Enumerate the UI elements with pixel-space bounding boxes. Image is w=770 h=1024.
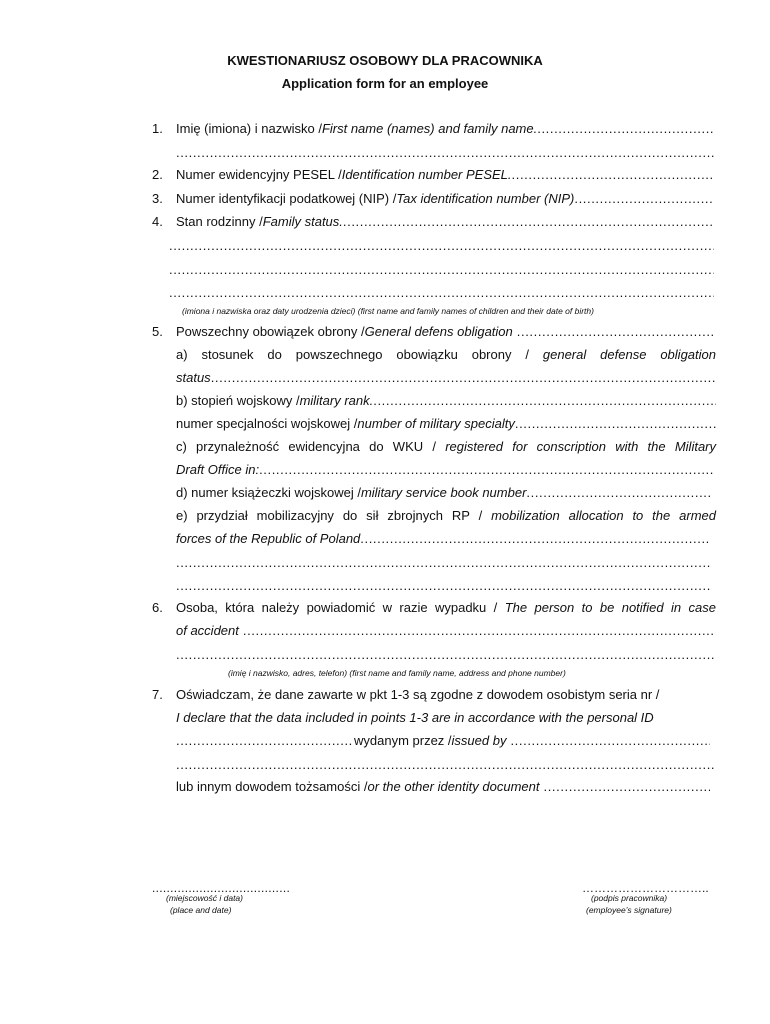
declaration-text-en: I declare that the data included in points 1-3 are in accordance with the personal ID xyxy=(176,710,654,725)
page-title: KWESTIONARIUSZ OSOBOWY DLA PRACOWNIKA xyxy=(227,53,543,68)
fill-line xyxy=(515,416,716,432)
fill-line xyxy=(510,733,710,749)
field-label-en: military service book number xyxy=(360,485,527,500)
fill-line[interactable] xyxy=(176,647,714,663)
fill-line xyxy=(517,324,714,340)
fill-line[interactable] xyxy=(176,145,714,161)
other-id-row[interactable] xyxy=(176,779,710,795)
military-rank-row[interactable] xyxy=(176,393,716,409)
field-label-pl: numer specjalności wojskowej / xyxy=(176,416,358,431)
emergency-contact-label: Osoba, która należy powiadomić w razie wypadku / The person to be notified in case xyxy=(176,600,717,615)
signature-label-pl: (podpis pracownika) xyxy=(591,893,668,903)
fill-line xyxy=(373,393,716,409)
field-label-en: forces of the Republic of Poland xyxy=(176,531,361,546)
wku-row[interactable] xyxy=(176,462,714,478)
fill-line xyxy=(526,485,710,501)
item-number: 3. xyxy=(152,191,163,206)
place-date-line[interactable]: ...................................... xyxy=(152,881,291,895)
field-label-en: Draft Office in: xyxy=(176,462,260,477)
fill-line xyxy=(512,167,714,183)
field-label-pl: Imię (imiona) i nazwisko / xyxy=(176,121,322,136)
fill-line[interactable] xyxy=(169,238,714,254)
wku-label: c) przynależność ewidencyjna do WKU / registered for conscription with the Military xyxy=(176,439,717,454)
fill-line xyxy=(343,214,714,230)
field-label-pl: Numer ewidencyjny PESEL / xyxy=(176,167,342,182)
nip-field-row[interactable] xyxy=(176,191,714,207)
place-date-label-pl: (miejscowość i data) xyxy=(166,893,243,903)
item-number: 5. xyxy=(152,324,163,339)
field-label-pl: Powszechny obowiązek obrony / xyxy=(176,324,365,339)
fill-line xyxy=(243,623,714,639)
declaration-text-pl: Oświadczam, że dane zawarte w pkt 1-3 są zgodne z dowodem osobistym seria nr / xyxy=(176,687,660,702)
pesel-field-row[interactable] xyxy=(176,167,714,183)
defense-obligation-row[interactable] xyxy=(176,324,714,340)
field-label-pl: d) numer książeczki wojskowej / xyxy=(176,485,361,500)
field-label-en: issued by xyxy=(451,733,507,748)
field-label-en: military rank. xyxy=(299,393,374,408)
id-issued-row[interactable] xyxy=(176,733,710,749)
field-label-en: Family status. xyxy=(262,214,343,229)
fill-line[interactable] xyxy=(169,262,714,278)
field-hint: (imiona i nazwiska oraz daty urodzenia dzieci) (first name and family names of children and their date of birth) xyxy=(182,306,594,316)
fill-line xyxy=(543,779,710,795)
field-label-en: First name (names) and family name. xyxy=(321,121,538,136)
page-subtitle: Application form for an employee xyxy=(281,76,489,91)
emergency-contact-row[interactable] xyxy=(176,623,714,639)
field-label-pl: wydanym przez / xyxy=(354,733,452,748)
place-date-label-en: (place and date) xyxy=(170,905,232,915)
field-label-en: number of military specialty xyxy=(357,416,515,431)
fill-line xyxy=(211,370,716,386)
field-label-pl: lub innym dowodem tożsamości / xyxy=(176,779,368,794)
field-label-pl: Stan rodzinny / xyxy=(176,214,263,229)
fill-line[interactable] xyxy=(176,757,714,773)
family-status-row[interactable] xyxy=(176,214,714,230)
field-label-en: of accident xyxy=(176,623,239,638)
item-number: 1. xyxy=(152,121,163,136)
fill-line xyxy=(360,531,710,547)
item-number: 6. xyxy=(152,600,163,615)
military-specialty-row[interactable] xyxy=(176,416,716,432)
fill-line xyxy=(537,121,714,137)
field-label-en: or the other identity document xyxy=(367,779,540,794)
item-number: 7. xyxy=(152,687,163,702)
field-label-pl: b) stopień wojskowy / xyxy=(176,393,300,408)
field-label-en: Identification number PESEL. xyxy=(341,167,512,182)
field-label-en: status xyxy=(176,370,211,385)
item-number: 2. xyxy=(152,167,163,182)
fill-line xyxy=(259,462,714,478)
field-label-pl: Numer identyfikacji podatkowej (NIP) / xyxy=(176,191,397,206)
fill-line xyxy=(574,191,714,207)
field-hint: (imię i nazwisko, adres, telefon) (first name and family name, address and phone number) xyxy=(228,668,566,678)
defense-relation-label: a) stosunek do powszechnego obowiązku obrony / general defense obligation xyxy=(176,347,716,362)
military-book-row[interactable] xyxy=(176,485,710,501)
signature-line[interactable]: ………………………….. xyxy=(582,881,709,895)
mobilization-label: e) przydział mobilizacyjny do sił zbrojnych RP / mobilization allocation to the armed xyxy=(176,508,716,523)
fill-line[interactable] xyxy=(176,555,710,571)
signature-label-en: (employee’s signature) xyxy=(586,905,672,915)
field-label-en: General defens obligation xyxy=(364,324,513,339)
item-number: 4. xyxy=(152,214,163,229)
fill-line[interactable] xyxy=(176,578,710,594)
defense-relation-row[interactable] xyxy=(176,370,716,386)
mobilization-row[interactable] xyxy=(176,531,710,547)
name-field-row[interactable] xyxy=(176,121,714,137)
fill-line xyxy=(176,733,354,749)
fill-line[interactable] xyxy=(169,285,714,301)
field-label-en: Tax identification number (NIP) xyxy=(396,191,575,206)
